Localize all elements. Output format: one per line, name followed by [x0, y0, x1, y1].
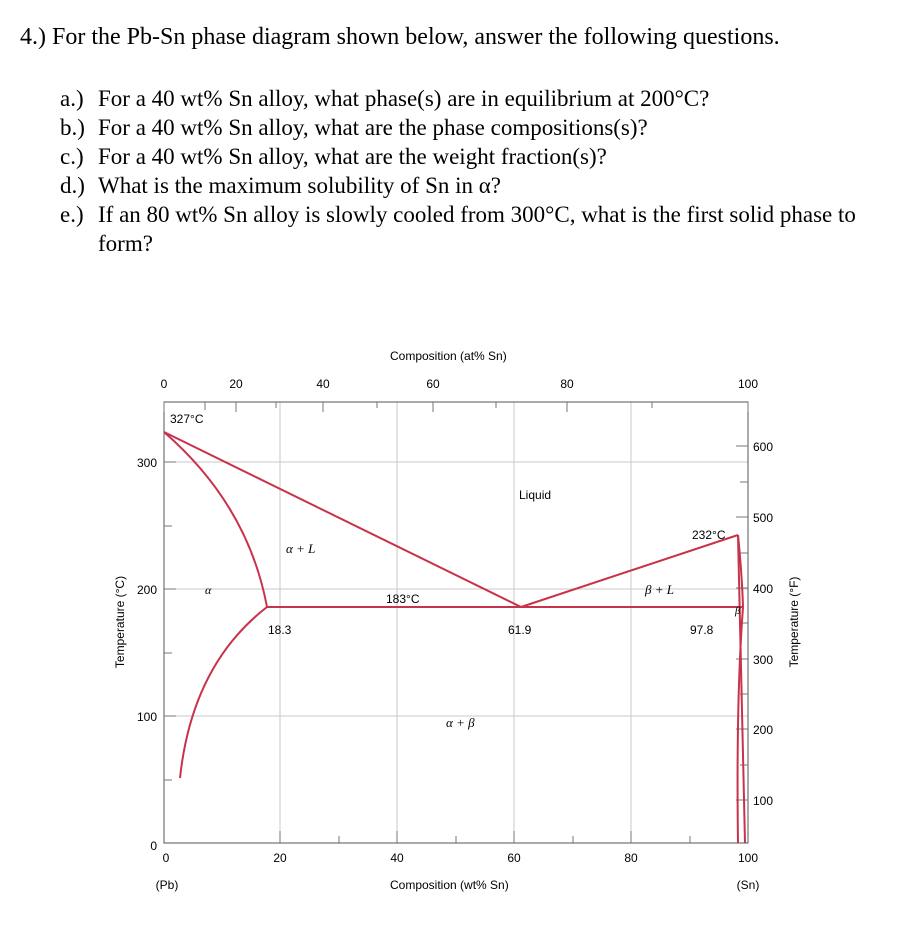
question-c-text: For a 40 wt% Sn alloy, what are the weight fraction(s)?: [98, 144, 607, 169]
eutectic-temp-label: 183°C: [386, 592, 420, 606]
right-tick-label: 100: [753, 794, 774, 808]
left-tick-label: 300: [136, 456, 157, 470]
alpha-region-label: α: [205, 583, 212, 597]
top-tick-label: 80: [560, 377, 574, 391]
question-a-text: For a 40 wt% Sn alloy, what phase(s) are in equilibrium at 200°C?: [98, 86, 710, 111]
bottom-tick-label: 100: [737, 851, 759, 865]
right-tick-label: 300: [753, 653, 774, 667]
liquidus-left: [164, 432, 521, 607]
grid: [164, 402, 748, 843]
bottom-tick-label: 60: [507, 851, 521, 865]
top-tick-marks: [164, 402, 748, 412]
bottom-tick-label: 40: [390, 851, 404, 865]
top-tick-label: 100: [737, 377, 759, 391]
top-tick-label: 20: [229, 377, 243, 391]
top-tick-label: 0: [160, 377, 168, 391]
question-d-text: What is the maximum solubility of Sn in α?: [98, 173, 502, 198]
right-tick-label: 400: [753, 582, 774, 596]
sn-melting-label: 232°C: [692, 528, 726, 542]
bottom-tick-label: 80: [624, 851, 638, 865]
alpha-max-solubility-label: 18.3: [268, 623, 292, 637]
right-tick-label: 200: [753, 723, 774, 737]
right-tick-label: 600: [753, 440, 774, 454]
question-d-label: d.): [60, 173, 85, 198]
top-tick-label: 60: [426, 377, 440, 391]
beta-region-label: β: [735, 605, 741, 617]
question-title: 4.) For the Pb-Sn phase diagram shown below, answer the following questions.: [20, 24, 780, 50]
top-tick-label: 40: [316, 377, 330, 391]
left-tick-label: 200: [136, 583, 157, 597]
alpha-plus-liquid-label: α + L: [286, 541, 316, 556]
left-tick-label: 100: [136, 710, 157, 724]
question-e-text: If an 80 wt% Sn alloy is slowly cooled from 300°C, what is the first solid phase to: [98, 202, 856, 227]
left-axis-title: Temperature (°C): [113, 575, 127, 669]
eutectic-composition-label: 61.9: [508, 623, 532, 637]
plot-frame: [164, 402, 748, 843]
bottom-tick-marks: [280, 831, 690, 843]
bottom-axis-title: Composition (wt% Sn): [390, 878, 509, 892]
top-axis-title: Composition (at% Sn): [390, 349, 507, 363]
alpha-plus-beta-label: α + β: [446, 715, 475, 730]
pb-end-label: (Pb): [155, 878, 179, 892]
question-e-continuation: form?: [98, 231, 153, 256]
sn-end-label: (Sn): [736, 878, 760, 892]
question-c-label: c.): [60, 144, 84, 169]
question-e-label: e.): [60, 202, 84, 227]
beta-plus-liquid-label: β + L: [645, 582, 674, 597]
bottom-tick-label: 20: [273, 851, 287, 865]
phase-boundaries: [164, 432, 745, 843]
bottom-tick-label: 0: [162, 851, 170, 865]
liquidus-right: [521, 535, 738, 607]
beta-max-solubility-label: 97.8: [690, 623, 714, 637]
pb-melting-label: 327°C: [170, 412, 204, 426]
right-axis-title: Temperature (°F): [787, 576, 801, 668]
question-b-label: b.): [60, 115, 85, 140]
liquid-region-label: Liquid: [519, 488, 552, 502]
left-tick-label: 0: [150, 839, 157, 853]
left-tick-marks: [164, 462, 176, 780]
solvus-alpha: [180, 607, 267, 778]
right-tick-label: 500: [753, 511, 774, 525]
question-b-text: For a 40 wt% Sn alloy, what are the phase compositions(s)?: [98, 115, 648, 140]
question-a-label: a.): [60, 86, 84, 111]
